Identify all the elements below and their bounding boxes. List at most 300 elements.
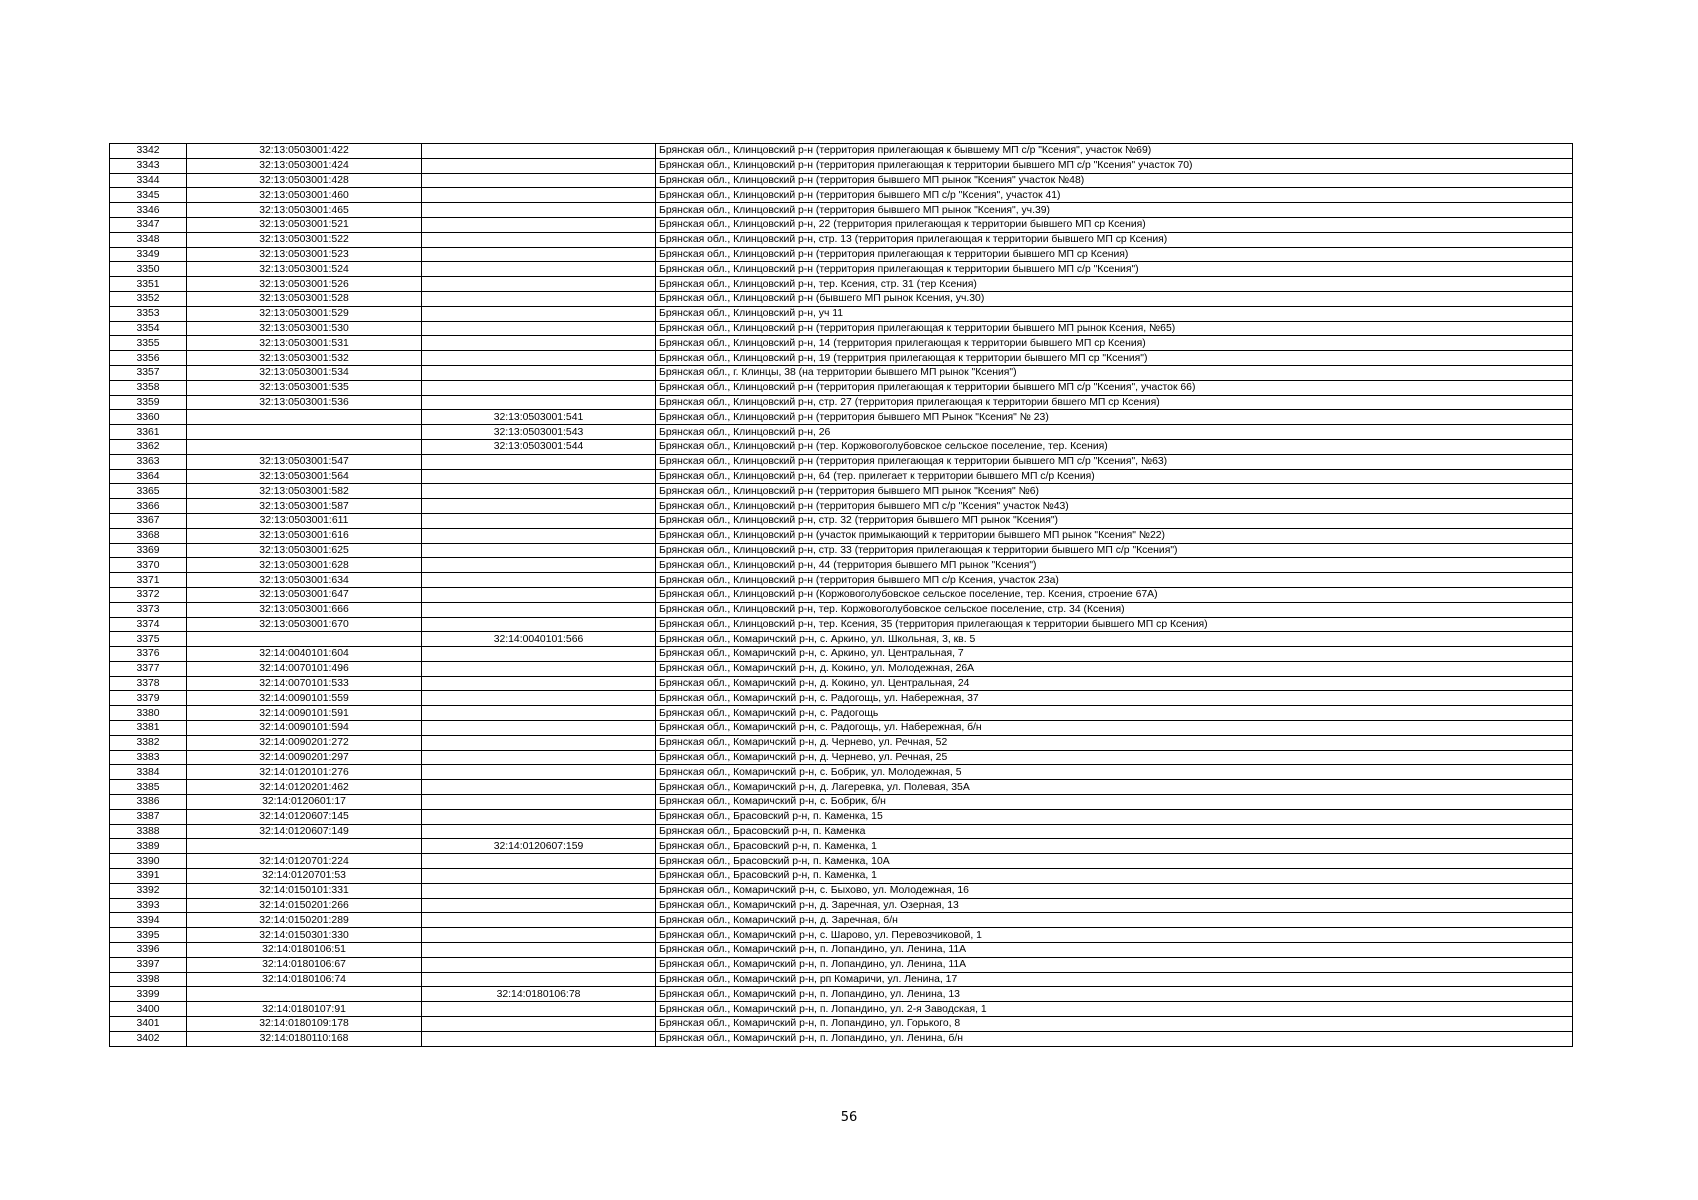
table-row (110, 173, 1573, 188)
cadastral-number-cell: 32:14:0120101:276 (187, 765, 422, 780)
table-row (110, 232, 1573, 247)
table-row (110, 469, 1573, 484)
cadastral-number-cell: 32:13:0503001:536 (187, 395, 422, 410)
table-row (110, 395, 1573, 410)
cadastral-number-cell: 32:13:0503001:647 (187, 587, 422, 602)
cadastral-number-cell: 32:13:0503001:564 (187, 469, 422, 484)
cadastral-number-alt-cell (422, 913, 656, 928)
cadastral-number-cell: 32:13:0503001:526 (187, 277, 422, 292)
cadastral-number-cell: 32:13:0503001:523 (187, 247, 422, 262)
cadastral-number-alt-cell (422, 188, 656, 203)
address-cell: Брянская обл., Комаричский р-н, д. Заречная, ул. Озерная, 13 (656, 898, 1573, 913)
address-cell: Брянская обл., Комаричский р-н, д. Заречная, б/н (656, 913, 1573, 928)
address-cell: Брянская обл., Комаричский р-н, п. Лопандино, ул. Ленина, 11А (656, 943, 1573, 958)
cadastral-number-alt-cell (422, 647, 656, 662)
cadastral-number-alt-cell (422, 691, 656, 706)
cadastral-number-alt-cell (422, 1031, 656, 1046)
address-cell: Брянская обл., Комаричский р-н, п. Лопандино, ул. 2-я Заводская, 1 (656, 1002, 1573, 1017)
address-cell: Брянская обл., Клинцовский р-н (территория бывшего МП Рынок "Ксения" № 23) (656, 410, 1573, 425)
cadastral-number-alt-cell (422, 765, 656, 780)
cadastral-number-cell: 32:14:0180107:91 (187, 1002, 422, 1017)
cadastral-number-alt-cell (422, 721, 656, 736)
cadastral-number-cell: 32:13:0503001:634 (187, 573, 422, 588)
table-row (110, 321, 1573, 336)
table-row (110, 558, 1573, 573)
address-cell: Брянская обл., Клинцовский р-н, стр. 33 (территория прилегающая к территории бывшего МП с/р "Ксения") (656, 543, 1573, 558)
address-cell: Брянская обл., Клинцовский р-н (территория прилегающая к территории бывшего МП с/р "Ксения") (656, 262, 1573, 277)
row-number-cell: 3378 (110, 676, 187, 691)
row-number-cell: 3401 (110, 1017, 187, 1032)
cadastral-number-alt-cell (422, 173, 656, 188)
cadastral-number-alt-cell (422, 587, 656, 602)
row-number-cell: 3356 (110, 351, 187, 366)
cadastral-number-cell: 32:14:0070101:533 (187, 676, 422, 691)
cadastral-number-cell: 32:14:0150301:330 (187, 928, 422, 943)
cadastral-number-cell: 32:14:0040101:604 (187, 647, 422, 662)
address-cell: Брянская обл., Клинцовский р-н (территория бывшего МП с/р Ксения, участок 23а) (656, 573, 1573, 588)
cadastral-number-alt-cell (422, 661, 656, 676)
address-cell: Брянская обл., Комаричский р-н, с. Аркино, ул. Центральная, 7 (656, 647, 1573, 662)
address-cell: Брянская обл., Брасовский р-н, п. Каменка, 15 (656, 809, 1573, 824)
cadastral-number-cell: 32:14:0090101:559 (187, 691, 422, 706)
cadastral-number-alt-cell (422, 203, 656, 218)
cadastral-number-alt-cell (422, 513, 656, 528)
row-number-cell: 3377 (110, 661, 187, 676)
table-row (110, 1017, 1573, 1032)
table-row (110, 217, 1573, 232)
address-cell: Брянская обл., Брасовский р-н, п. Каменка (656, 824, 1573, 839)
cadastral-number-alt-cell (422, 943, 656, 958)
cadastral-number-cell: 32:13:0503001:616 (187, 528, 422, 543)
table-row (110, 188, 1573, 203)
address-cell: Брянская обл., Клинцовский р-н, 14 (территория прилегающая к территории бывшего МП ср Ксения) (656, 336, 1573, 351)
cadastral-number-cell: 32:13:0503001:428 (187, 173, 422, 188)
row-number-cell: 3361 (110, 425, 187, 440)
cadastral-number-alt-cell: 32:14:0180106:78 (422, 987, 656, 1002)
row-number-cell: 3354 (110, 321, 187, 336)
registry-table (109, 143, 1573, 1047)
cadastral-number-alt-cell (422, 706, 656, 721)
table-row (110, 262, 1573, 277)
address-cell: Брянская обл., Комаричский р-н, рп Комаричи, ул. Ленина, 17 (656, 972, 1573, 987)
cadastral-number-cell: 32:14:0090101:591 (187, 706, 422, 721)
row-number-cell: 3349 (110, 247, 187, 262)
row-number-cell: 3385 (110, 780, 187, 795)
row-number-cell: 3381 (110, 721, 187, 736)
cadastral-number-alt-cell (422, 365, 656, 380)
address-cell: Брянская обл., Клинцовский р-н, 19 (территрия прилегающая к территории бывшего МП ср "Ксения") (656, 351, 1573, 366)
cadastral-number-alt-cell (422, 928, 656, 943)
table-row (110, 247, 1573, 262)
cadastral-number-alt-cell (422, 232, 656, 247)
table-row (110, 365, 1573, 380)
cadastral-number-alt-cell: 32:13:0503001:544 (422, 439, 656, 454)
row-number-cell: 3383 (110, 750, 187, 765)
cadastral-number-alt-cell (422, 795, 656, 810)
cadastral-number-cell: 32:14:0150201:289 (187, 913, 422, 928)
row-number-cell: 3397 (110, 957, 187, 972)
row-number-cell: 3379 (110, 691, 187, 706)
cadastral-number-cell: 32:13:0503001:529 (187, 306, 422, 321)
cadastral-number-cell (187, 839, 422, 854)
cadastral-number-alt-cell (422, 735, 656, 750)
table-row (110, 661, 1573, 676)
address-cell: Брянская обл., Клинцовский р-н, тер. Ксения, стр. 31 (тер Ксения) (656, 277, 1573, 292)
row-number-cell: 3343 (110, 158, 187, 173)
row-number-cell: 3386 (110, 795, 187, 810)
row-number-cell: 3351 (110, 277, 187, 292)
cadastral-number-cell: 32:14:0180106:74 (187, 972, 422, 987)
address-cell: Брянская обл., Комаричский р-н, д. Лагеревка, ул. Полевая, 35А (656, 780, 1573, 795)
cadastral-number-alt-cell (422, 780, 656, 795)
address-cell: Брянская обл., Комаричский р-н, с. Шарово, ул. Перевозчиковой, 1 (656, 928, 1573, 943)
table-row (110, 499, 1573, 514)
row-number-cell: 3344 (110, 173, 187, 188)
address-cell: Брянская обл., Клинцовский р-н (территория прилегающая к бывшему МП с/р "Ксения", участок №69) (656, 144, 1573, 159)
address-cell: Брянская обл., Клинцовский р-н (территория прилегающая к территории бывшего МП с/р "Ксения", участок 66) (656, 380, 1573, 395)
address-cell: Брянская обл., Брасовский р-н, п. Каменка, 10А (656, 854, 1573, 869)
table-row (110, 291, 1573, 306)
table-row (110, 425, 1573, 440)
cadastral-number-cell: 32:14:0150201:266 (187, 898, 422, 913)
address-cell: Брянская обл., Комаричский р-н, п. Лопандино, ул. Ленина, б/н (656, 1031, 1573, 1046)
cadastral-number-cell: 32:13:0503001:670 (187, 617, 422, 632)
row-number-cell: 3390 (110, 854, 187, 869)
row-number-cell: 3382 (110, 735, 187, 750)
cadastral-number-cell: 32:14:0070101:496 (187, 661, 422, 676)
table-row (110, 735, 1573, 750)
row-number-cell: 3387 (110, 809, 187, 824)
address-cell: Брянская обл., Клинцовский р-н (территория бывшего МП рынок "Ксения" участок №48) (656, 173, 1573, 188)
cadastral-number-cell: 32:13:0503001:547 (187, 454, 422, 469)
row-number-cell: 3346 (110, 203, 187, 218)
table-row (110, 454, 1573, 469)
row-number-cell: 3395 (110, 928, 187, 943)
cadastral-number-alt-cell: 32:14:0040101:566 (422, 632, 656, 647)
table-row (110, 957, 1573, 972)
row-number-cell: 3388 (110, 824, 187, 839)
table-row (110, 602, 1573, 617)
cadastral-number-cell: 32:13:0503001:465 (187, 203, 422, 218)
table-row (110, 883, 1573, 898)
row-number-cell: 3389 (110, 839, 187, 854)
address-cell: Брянская обл., Брасовский р-н, п. Каменка, 1 (656, 839, 1573, 854)
cadastral-number-alt-cell (422, 306, 656, 321)
row-number-cell: 3360 (110, 410, 187, 425)
cadastral-number-cell: 32:13:0503001:535 (187, 380, 422, 395)
table-row (110, 587, 1573, 602)
table-row (110, 158, 1573, 173)
row-number-cell: 3342 (110, 144, 187, 159)
table-row (110, 380, 1573, 395)
cadastral-number-cell: 32:14:0120607:149 (187, 824, 422, 839)
table-row (110, 144, 1573, 159)
row-number-cell: 3347 (110, 217, 187, 232)
table-row (110, 573, 1573, 588)
address-cell: Брянская обл., Клинцовский р-н, 44 (территория бывшего МП рынок "Ксения") (656, 558, 1573, 573)
cadastral-number-alt-cell (422, 277, 656, 292)
table-row (110, 898, 1573, 913)
table-row (110, 647, 1573, 662)
table-row (110, 691, 1573, 706)
cadastral-number-alt-cell (422, 898, 656, 913)
cadastral-number-alt-cell (422, 351, 656, 366)
table-row (110, 928, 1573, 943)
row-number-cell: 3372 (110, 587, 187, 602)
row-number-cell: 3365 (110, 484, 187, 499)
table-row (110, 439, 1573, 454)
cadastral-number-alt-cell (422, 854, 656, 869)
table-row (110, 543, 1573, 558)
cadastral-number-cell: 32:13:0503001:521 (187, 217, 422, 232)
table-row (110, 306, 1573, 321)
table-row (110, 706, 1573, 721)
row-number-cell: 3394 (110, 913, 187, 928)
cadastral-number-cell: 32:14:0150101:331 (187, 883, 422, 898)
table-row (110, 676, 1573, 691)
registry-table-body (110, 144, 1573, 1047)
row-number-cell: 3366 (110, 499, 187, 514)
table-row (110, 1031, 1573, 1046)
cadastral-number-cell (187, 439, 422, 454)
cadastral-number-alt-cell (422, 602, 656, 617)
cadastral-number-alt-cell: 32:13:0503001:543 (422, 425, 656, 440)
address-cell: Брянская обл., г. Клинцы, 38 (на территории бывшего МП рынок "Ксения") (656, 365, 1573, 380)
cadastral-number-alt-cell (422, 144, 656, 159)
table-row (110, 824, 1573, 839)
cadastral-number-alt-cell (422, 558, 656, 573)
row-number-cell: 3392 (110, 883, 187, 898)
row-number-cell: 3367 (110, 513, 187, 528)
cadastral-number-alt-cell (422, 291, 656, 306)
table-row (110, 854, 1573, 869)
page-number: 56 (840, 1110, 858, 1125)
cadastral-number-alt-cell: 32:14:0120607:159 (422, 839, 656, 854)
row-number-cell: 3391 (110, 869, 187, 884)
row-number-cell: 3371 (110, 573, 187, 588)
row-number-cell: 3374 (110, 617, 187, 632)
cadastral-number-alt-cell (422, 824, 656, 839)
cadastral-number-alt-cell (422, 499, 656, 514)
cadastral-number-alt-cell (422, 528, 656, 543)
cadastral-number-cell: 32:13:0503001:531 (187, 336, 422, 351)
address-cell: Брянская обл., Клинцовский р-н (территория прилегающая к территории бывшего МП ср Ксения) (656, 247, 1573, 262)
row-number-cell: 3400 (110, 1002, 187, 1017)
address-cell: Брянская обл., Клинцовский р-н (тер. Коржовоголубовское сельское поселение, тер. Ксения) (656, 439, 1573, 454)
row-number-cell: 3399 (110, 987, 187, 1002)
row-number-cell: 3396 (110, 943, 187, 958)
cadastral-number-cell (187, 987, 422, 1002)
cadastral-number-alt-cell (422, 321, 656, 336)
address-cell: Брянская обл., Клинцовский р-н (бывшего МП рынок Ксения, уч.30) (656, 291, 1573, 306)
cadastral-number-cell (187, 632, 422, 647)
row-number-cell: 3384 (110, 765, 187, 780)
cadastral-number-cell: 32:13:0503001:422 (187, 144, 422, 159)
table-row (110, 203, 1573, 218)
address-cell: Брянская обл., Комаричский р-н, с. Радогощь (656, 706, 1573, 721)
table-row (110, 765, 1573, 780)
cadastral-number-alt-cell (422, 869, 656, 884)
table-row (110, 513, 1573, 528)
row-number-cell: 3393 (110, 898, 187, 913)
address-cell: Брянская обл., Клинцовский р-н, уч 11 (656, 306, 1573, 321)
address-cell: Брянская обл., Клинцовский р-н (Коржовоголубовское сельское поселение, тер. Ксения, строение 67А) (656, 587, 1573, 602)
cadastral-number-alt-cell (422, 617, 656, 632)
row-number-cell: 3370 (110, 558, 187, 573)
cadastral-number-cell: 32:14:0120201:462 (187, 780, 422, 795)
table-row (110, 987, 1573, 1002)
row-number-cell: 3353 (110, 306, 187, 321)
cadastral-number-cell: 32:13:0503001:528 (187, 291, 422, 306)
address-cell: Брянская обл., Комаричский р-н, с. Радогощь, ул. Набережная, 37 (656, 691, 1573, 706)
address-cell: Брянская обл., Комаричский р-н, д. Кокино, ул. Центральная, 24 (656, 676, 1573, 691)
cadastral-number-alt-cell (422, 395, 656, 410)
cadastral-number-alt-cell (422, 1017, 656, 1032)
cadastral-number-cell: 32:14:0090201:272 (187, 735, 422, 750)
address-cell: Брянская обл., Клинцовский р-н (территория бывшего МП с/р "Ксения" участок №43) (656, 499, 1573, 514)
row-number-cell: 3375 (110, 632, 187, 647)
cadastral-number-cell: 32:14:0180106:51 (187, 943, 422, 958)
cadastral-number-cell: 32:13:0503001:424 (187, 158, 422, 173)
cadastral-number-alt-cell (422, 957, 656, 972)
row-number-cell: 3352 (110, 291, 187, 306)
address-cell: Брянская обл., Клинцовский р-н (территория бывшего МП рынок "Ксения" №6) (656, 484, 1573, 499)
cadastral-number-cell: 32:14:0120607:145 (187, 809, 422, 824)
address-cell: Брянская обл., Клинцовский р-н (территория прилегающая к территории бывшего МП с/р "Ксения", №63) (656, 454, 1573, 469)
cadastral-number-cell: 32:14:0180110:168 (187, 1031, 422, 1046)
cadastral-number-alt-cell (422, 380, 656, 395)
row-number-cell: 3368 (110, 528, 187, 543)
table-row (110, 528, 1573, 543)
cadastral-number-cell: 32:14:0180106:67 (187, 957, 422, 972)
row-number-cell: 3362 (110, 439, 187, 454)
table-row (110, 809, 1573, 824)
table-row (110, 750, 1573, 765)
cadastral-number-alt-cell (422, 262, 656, 277)
cadastral-number-cell: 32:14:0120701:224 (187, 854, 422, 869)
cadastral-number-alt-cell (422, 336, 656, 351)
row-number-cell: 3398 (110, 972, 187, 987)
cadastral-number-cell: 32:13:0503001:666 (187, 602, 422, 617)
table-row (110, 943, 1573, 958)
row-number-cell: 3345 (110, 188, 187, 203)
row-number-cell: 3373 (110, 602, 187, 617)
cadastral-number-alt-cell (422, 469, 656, 484)
address-cell: Брянская обл., Комаричский р-н, с. Бобрик, ул. Молодежная, 5 (656, 765, 1573, 780)
cadastral-number-alt-cell (422, 883, 656, 898)
cadastral-number-alt-cell (422, 543, 656, 558)
address-cell: Брянская обл., Комаричский р-н, д. Чернево, ул. Речная, 25 (656, 750, 1573, 765)
address-cell: Брянская обл., Комаричский р-н, с. Аркино, ул. Школьная, 3, кв. 5 (656, 632, 1573, 647)
address-cell: Брянская обл., Клинцовский р-н, стр. 13 (территория прилегающая к территории бывшего МП ср Ксения) (656, 232, 1573, 247)
cadastral-number-alt-cell (422, 573, 656, 588)
cadastral-number-cell: 32:13:0503001:625 (187, 543, 422, 558)
cadastral-number-cell: 32:13:0503001:522 (187, 232, 422, 247)
row-number-cell: 3359 (110, 395, 187, 410)
address-cell: Брянская обл., Комаричский р-н, с. Бобрик, б/н (656, 795, 1573, 810)
address-cell: Брянская обл., Комаричский р-н, с. Быхово, ул. Молодежная, 16 (656, 883, 1573, 898)
cadastral-number-alt-cell (422, 1002, 656, 1017)
address-cell: Брянская обл., Клинцовский р-н, 22 (территория прилегающая к территории бывшего МП ср Ксения) (656, 217, 1573, 232)
cadastral-number-alt-cell (422, 158, 656, 173)
table-row (110, 632, 1573, 647)
address-cell: Брянская обл., Клинцовский р-н (территория прилегающая к территории бывшего МП рынок Ксения, №65) (656, 321, 1573, 336)
address-cell: Брянская обл., Клинцовский р-н (территория прилегающая к территории бывшего МП с/р "Ксения" участок 70) (656, 158, 1573, 173)
row-number-cell: 3380 (110, 706, 187, 721)
address-cell: Брянская обл., Комаричский р-н, п. Лопандино, ул. Ленина, 11А (656, 957, 1573, 972)
table-row (110, 869, 1573, 884)
cadastral-number-alt-cell (422, 750, 656, 765)
address-cell: Брянская обл., Комаричский р-н, п. Лопандино, ул. Горького, 8 (656, 1017, 1573, 1032)
address-cell: Брянская обл., Комаричский р-н, д. Чернево, ул. Речная, 52 (656, 735, 1573, 750)
address-cell: Брянская обл., Клинцовский р-н, стр. 32 (территория бывшего МП рынок "Ксения") (656, 513, 1573, 528)
cadastral-number-alt-cell: 32:13:0503001:541 (422, 410, 656, 425)
row-number-cell: 3369 (110, 543, 187, 558)
address-cell: Брянская обл., Клинцовский р-н, тер. Коржовоголубовское сельское поселение, стр. 34 (Ксения) (656, 602, 1573, 617)
table-row (110, 484, 1573, 499)
address-cell: Брянская обл., Клинцовский р-н, стр. 27 (территория прилегающая к территории бвшего МП ср Ксения) (656, 395, 1573, 410)
cadastral-number-cell: 32:14:0090101:594 (187, 721, 422, 736)
address-cell: Брянская обл., Комаричский р-н, д. Кокино, ул. Молодежная, 26А (656, 661, 1573, 676)
table-row (110, 795, 1573, 810)
cadastral-number-alt-cell (422, 247, 656, 262)
cadastral-number-cell: 32:13:0503001:587 (187, 499, 422, 514)
address-cell: Брянская обл., Клинцовский р-н, тер. Ксения, 35 (территория прилегающая к территории бывшего МП ср Ксения) (656, 617, 1573, 632)
cadastral-number-alt-cell (422, 454, 656, 469)
cadastral-number-cell: 32:13:0503001:534 (187, 365, 422, 380)
row-number-cell: 3364 (110, 469, 187, 484)
address-cell: Брянская обл., Комаричский р-н, с. Радогощь, ул. Набережная, б/н (656, 721, 1573, 736)
table-row (110, 277, 1573, 292)
table-row (110, 839, 1573, 854)
cadastral-number-alt-cell (422, 809, 656, 824)
cadastral-number-cell: 32:14:0120701:53 (187, 869, 422, 884)
table-row (110, 1002, 1573, 1017)
cadastral-number-alt-cell (422, 217, 656, 232)
table-row (110, 351, 1573, 366)
row-number-cell: 3376 (110, 647, 187, 662)
address-cell: Брянская обл., Клинцовский р-н, 64 (тер. прилегает к территории бывшего МП с/р Ксения) (656, 469, 1573, 484)
address-cell: Брянская обл., Клинцовский р-н (участок примыкающий к территории бывшего МП рынок "Ксения" №22) (656, 528, 1573, 543)
cadastral-number-cell: 32:13:0503001:460 (187, 188, 422, 203)
address-cell: Брянская обл., Брасовский р-н, п. Каменка, 1 (656, 869, 1573, 884)
cadastral-number-cell: 32:13:0503001:524 (187, 262, 422, 277)
row-number-cell: 3363 (110, 454, 187, 469)
row-number-cell: 3348 (110, 232, 187, 247)
table-row (110, 617, 1573, 632)
cadastral-number-cell (187, 425, 422, 440)
row-number-cell: 3355 (110, 336, 187, 351)
cadastral-number-cell: 32:13:0503001:611 (187, 513, 422, 528)
row-number-cell: 3357 (110, 365, 187, 380)
cadastral-number-cell: 32:14:0180109:178 (187, 1017, 422, 1032)
cadastral-number-alt-cell (422, 676, 656, 691)
cadastral-number-cell: 32:13:0503001:530 (187, 321, 422, 336)
table-row (110, 410, 1573, 425)
cadastral-number-cell: 32:13:0503001:532 (187, 351, 422, 366)
cadastral-number-cell: 32:13:0503001:628 (187, 558, 422, 573)
row-number-cell: 3350 (110, 262, 187, 277)
address-cell: Брянская обл., Клинцовский р-н (территория бывшего МП рынок "Ксения", уч.39) (656, 203, 1573, 218)
cadastral-number-cell: 32:14:0120601:17 (187, 795, 422, 810)
table-row (110, 780, 1573, 795)
table-row (110, 336, 1573, 351)
address-cell: Брянская обл., Клинцовский р-н (территория бывшего МП с/р "Ксения", участок 41) (656, 188, 1573, 203)
cadastral-number-cell (187, 410, 422, 425)
table-row (110, 913, 1573, 928)
row-number-cell: 3358 (110, 380, 187, 395)
row-number-cell: 3402 (110, 1031, 187, 1046)
